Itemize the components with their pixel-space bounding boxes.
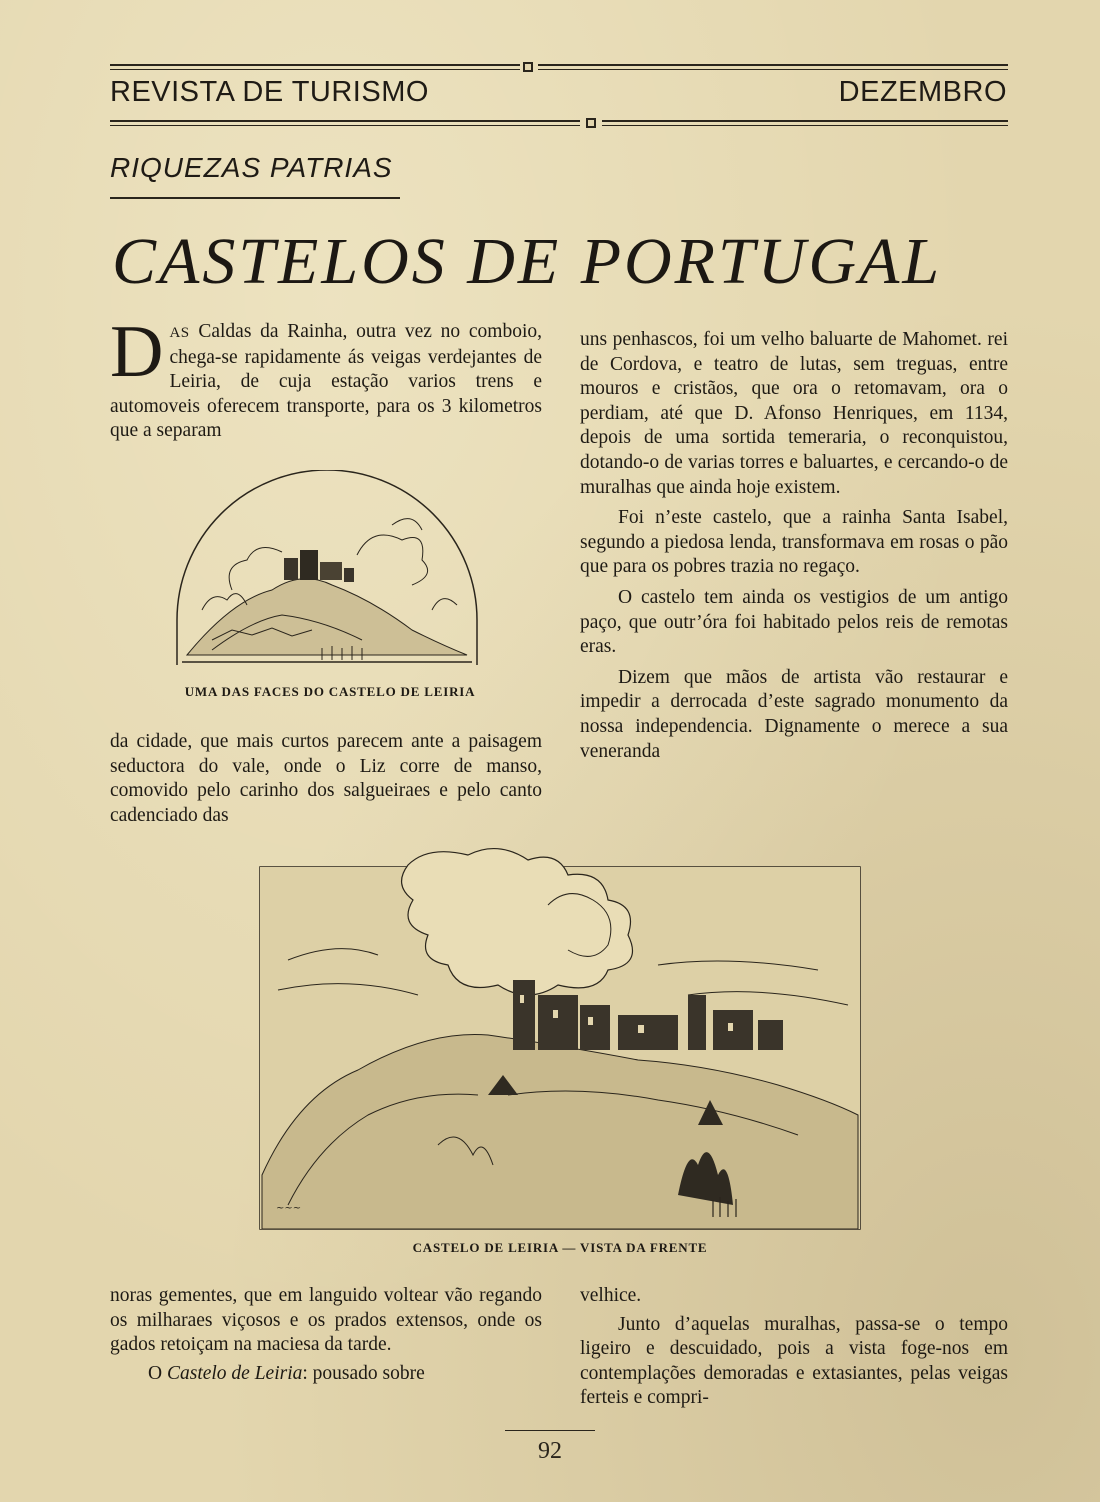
paragraph-muralhas: Junto d’aquelas muralhas, passa-se o tempo ligeiro e descuidado, pois a vista foge-nos em contemplações demoradas e extasiantes, pelas veigas ferteis e compri- bbox=[580, 1313, 1008, 1409]
svg-text:~~~: ~~~ bbox=[276, 1203, 302, 1214]
paragraph-velhice: velhice. bbox=[580, 1285, 642, 1306]
header-rule-top-2 bbox=[110, 69, 520, 70]
left-column-bottom bbox=[110, 1284, 542, 1386]
paragraph-santa-isabel: Foi n’este castelo, que a rainha Santa Isabel, segundo a piedosa lenda, transformava em rosas o pão que para os pobres trazia no regaço. bbox=[580, 507, 1008, 578]
section-underline bbox=[110, 197, 400, 199]
paragraph-paco: O castelo tem ainda os vestigios de um antigo paço, que outr’óra foi habitado pelos reis de remotas eras. bbox=[580, 586, 1008, 658]
issue-month: DEZEMBRO bbox=[838, 76, 1007, 108]
paragraph-restauro: Dizem que mãos de artista vão restaurar e impedir a derrocada d’este sagrado monumento da nossa independencia. Dignamente o merece a sua veneranda bbox=[580, 666, 1008, 762]
castelo-rest: : pousado sobre bbox=[302, 1362, 425, 1384]
small-castle-illustration bbox=[172, 470, 482, 670]
page-number-rule bbox=[505, 1430, 595, 1431]
castelo-lead: O bbox=[148, 1362, 167, 1384]
left-column-continued bbox=[110, 730, 542, 828]
paragraph-baluarte: uns penhascos, foi um velho baluarte de Mahomet. rei de Cordova, e teatro de lutas, sem treguas, entre mouros e cristãos, que ora o retomavam, ora o perdiam, até que D. Afonso Henriques, em 1134, depois de uma sortida temeraria, o reconquistou, dotando-o de varias torres e baluartes, e cercando-o de muralhas que ainda hoje existem. bbox=[580, 329, 1008, 498]
ornament-square-top bbox=[523, 62, 533, 72]
header-rule-bottom-2 bbox=[110, 125, 580, 126]
paragraph-noras: noras gementes, que em languido voltear vão regando os milharaes viçosos e os prados extensos, onde os gados retoiçam na maciesa da tarde. bbox=[110, 1285, 542, 1356]
page-number: 92 bbox=[538, 1438, 562, 1464]
header-rule-bottom bbox=[110, 120, 580, 122]
paragraph-continued: da cidade, que mais curtos parecem ante a paisagem seductora do vale, onde o Liz corre de manso, comovido pelo carinho dos salgueiraes e pelo canto cadenciado das bbox=[110, 731, 542, 826]
right-column-bottom bbox=[580, 1284, 1008, 1411]
large-castle-illustration bbox=[258, 845, 864, 1231]
paragraph-castelo-leiria bbox=[110, 1362, 542, 1387]
small-illustration-caption: UMA DAS FACES DO CASTELO DE LEIRIA bbox=[184, 684, 476, 699]
article-headline: CASTELOS DE PORTUGAL bbox=[112, 225, 943, 298]
header-rule-top bbox=[110, 64, 520, 66]
left-column-intro bbox=[110, 311, 542, 444]
intro-small-caps: AS bbox=[169, 325, 190, 341]
header-rule-top-right bbox=[538, 64, 1008, 66]
large-illustration-caption: CASTELO DE LEIRIA — VISTA DA FRENTE bbox=[412, 1240, 708, 1255]
header-rule-bottom-right-2 bbox=[602, 125, 1008, 126]
section-title: RIQUEZAS PATRIAS bbox=[110, 152, 393, 183]
right-column-top bbox=[580, 328, 1008, 764]
magazine-title: REVISTA DE TURISMO bbox=[110, 76, 429, 108]
castelo-name: Castelo de Leiria bbox=[166, 1362, 303, 1384]
intro-text: Caldas da Rainha, outra vez no comboio, chega-se rapidamente ás veigas verdejantes de Leiria, de cuja estação varios trens e automoveis oferecem transporte, para os 3 kilometros que a separam bbox=[110, 321, 542, 442]
header-rule-bottom-right bbox=[602, 120, 1008, 122]
drop-cap: D bbox=[110, 311, 164, 393]
header-rule-top-right-2 bbox=[538, 69, 1008, 70]
ornament-square-bottom bbox=[586, 118, 596, 128]
paragraph-intro bbox=[110, 311, 542, 444]
